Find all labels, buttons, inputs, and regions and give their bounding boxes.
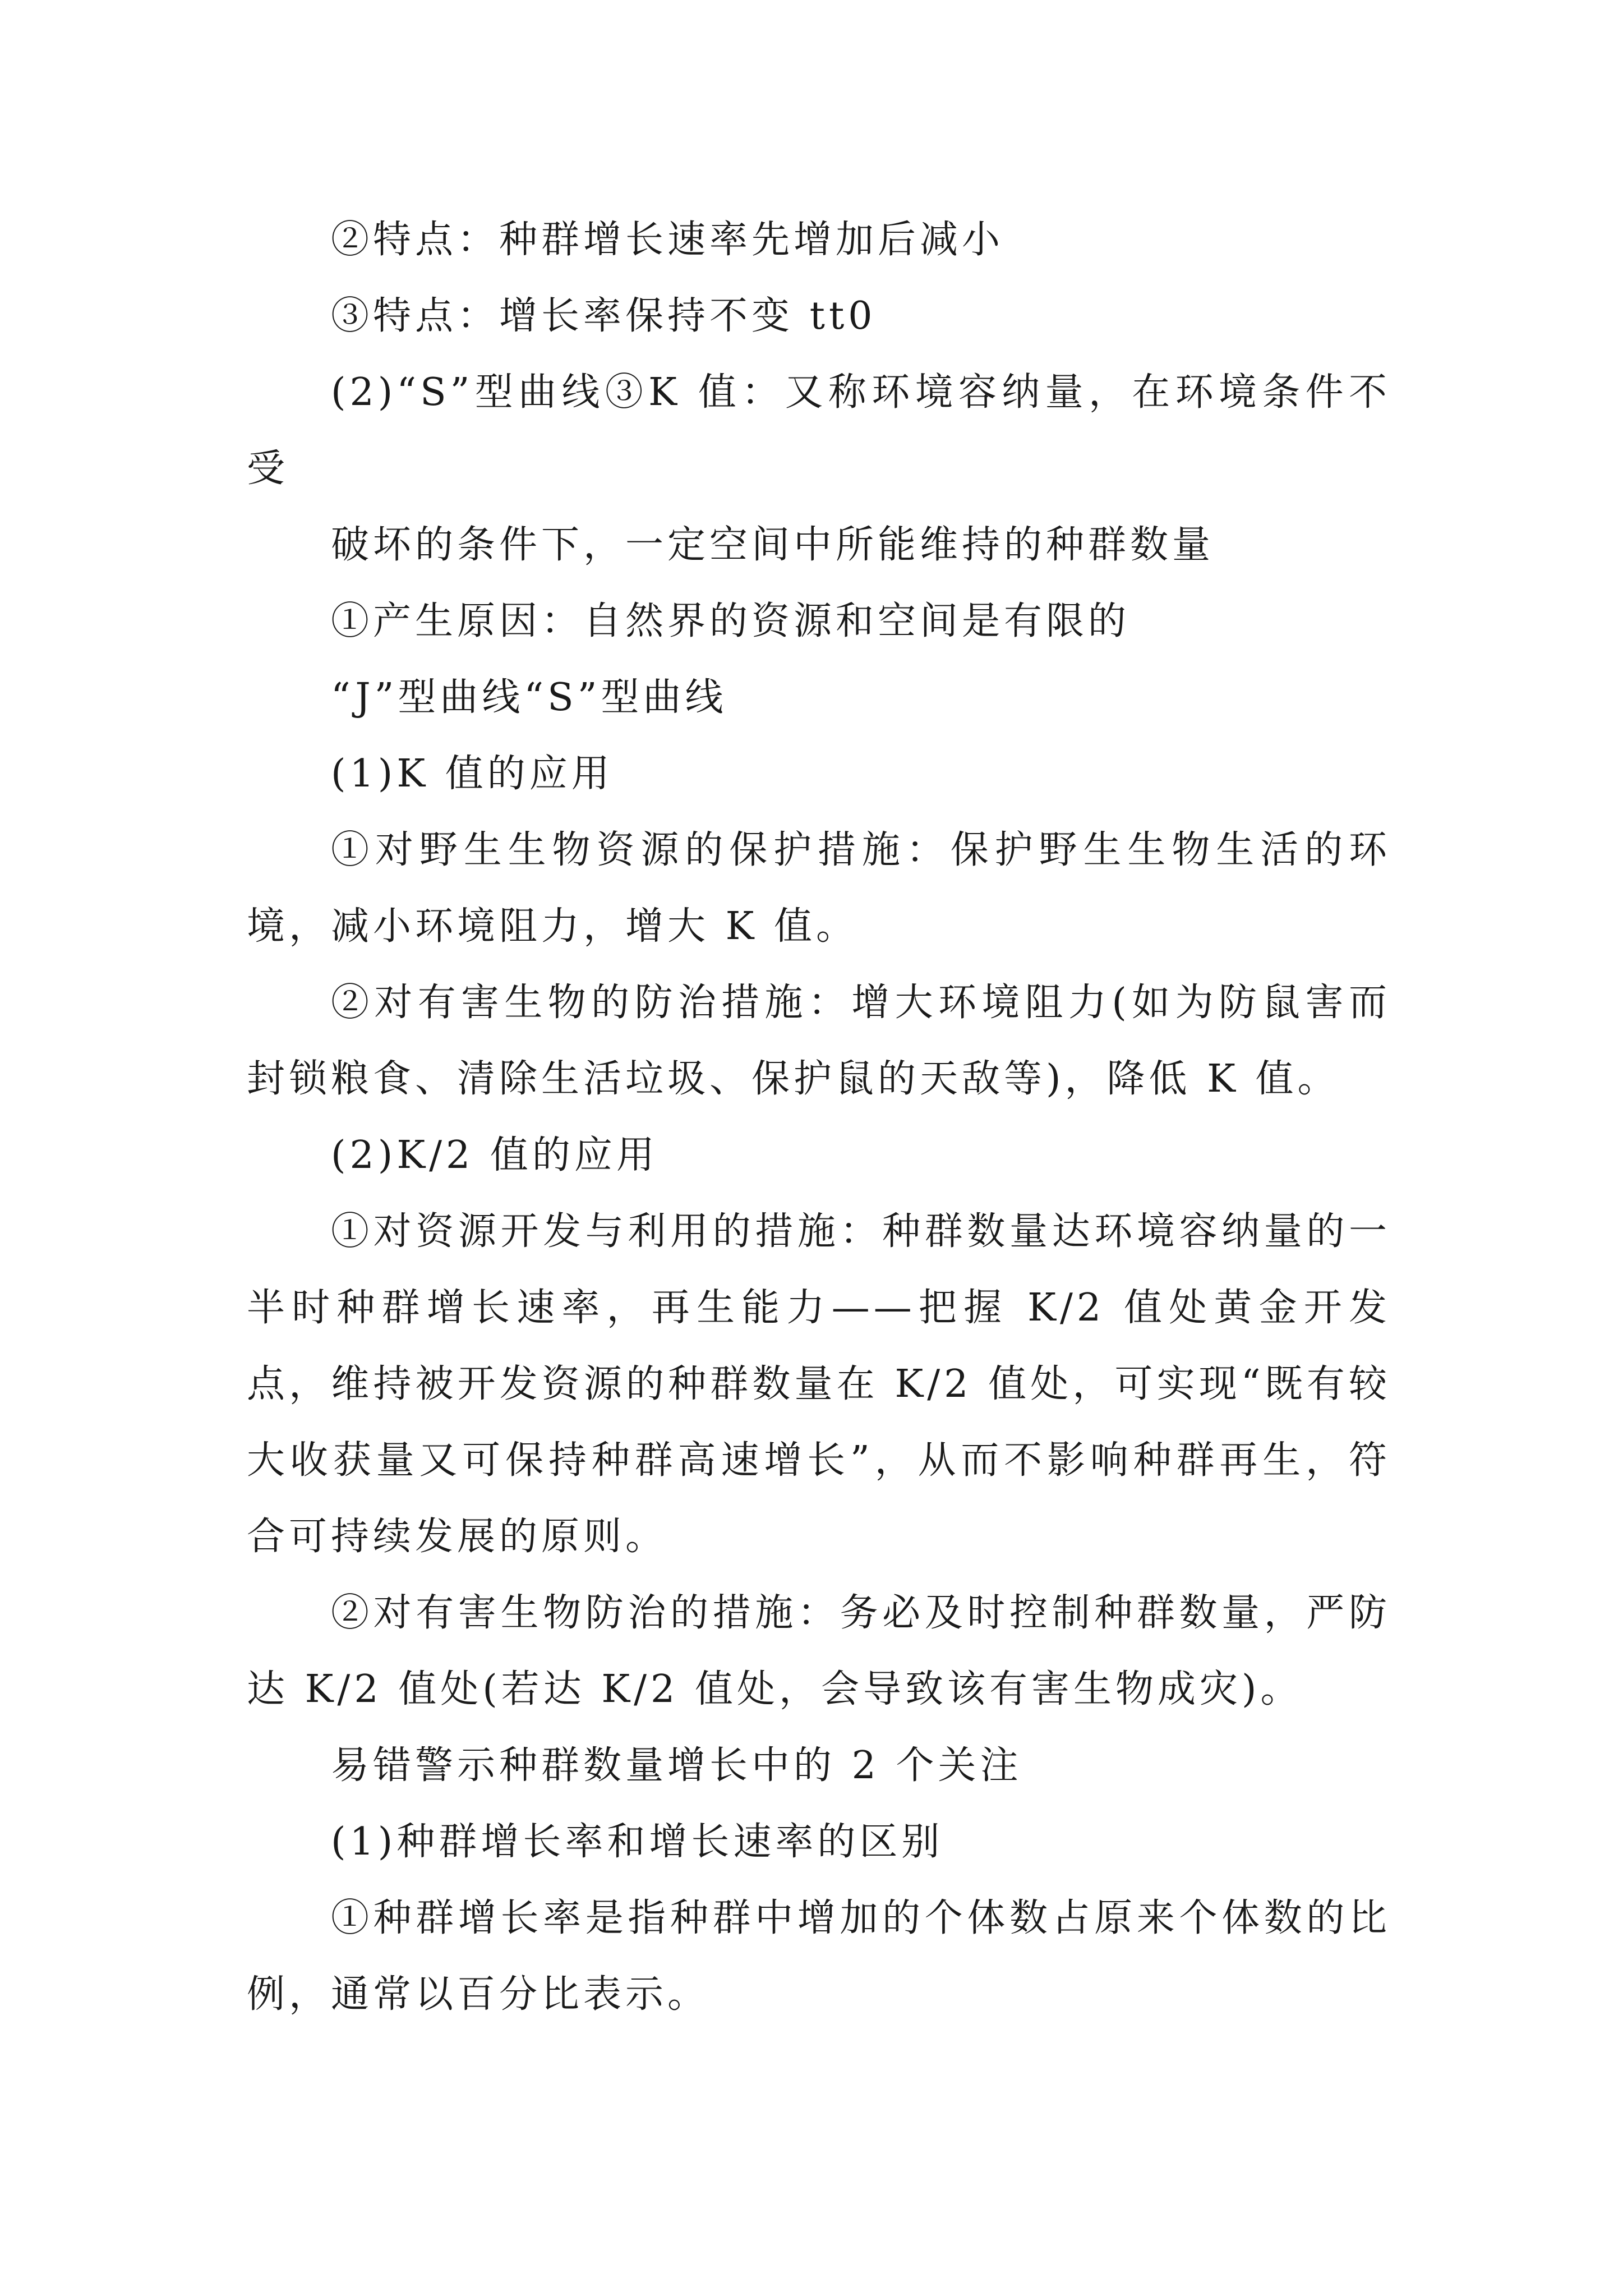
paragraph: ①产生原因：自然界的资源和空间是有限的	[331, 599, 1131, 643]
paragraph: ②对有害生物防治的措施：务必及时控制种群数量，严防达 K/2 值处(若达 K/2 值处，会导致该有害生物成灾)。	[247, 1591, 1391, 1711]
paragraph: ①对野生生物资源的保护措施：保护野生生物生活的环境，减小环境阻力，增大 K 值。	[247, 828, 1391, 949]
paragraph: ③特点：增长率保持不变 tt0	[331, 294, 877, 338]
paragraph: 易错警示种群数量增长中的 2 个关注	[331, 1743, 1022, 1788]
paragraph: (2)“S”型曲线③K 值：又称环境容纳量，在环境条件不受	[247, 370, 1391, 491]
paragraph: ②特点：种群增长速率先增加后减小	[331, 218, 1004, 262]
paragraph: 破坏的条件下，一定空间中所能维持的种群数量	[331, 523, 1215, 567]
paragraph: “J”型曲线“S”型曲线	[331, 675, 727, 720]
paragraph: (1)种群增长率和增长速率的区别	[331, 1820, 944, 1864]
paragraph: ②对有害生物的防治措施：增大环境阻力(如为防鼠害而封锁粮食、清除生活垃圾、保护鼠的天敌等)，降低 K 值。	[247, 981, 1391, 1101]
paragraph: (2)K/2 值的应用	[331, 1133, 658, 1177]
paragraph: (1)K 值的应用	[331, 752, 614, 796]
paragraph: ①对资源开发与利用的措施：种群数量达环境容纳量的一半时种群增长速率，再生能力——把握 K/2 值处黄金开发点，维持被开发资源的种群数量在 K/2 值处，可实现“既有较大收获量又可保持种群高速增长”，从而不影响种群再生，符合可持续发展的原则。	[247, 1209, 1391, 1559]
paragraph: ①种群增长率是指种群中增加的个体数占原来个体数的比例，通常以百分比表示。	[247, 1896, 1391, 2017]
document-body	[247, 202, 1391, 2033]
